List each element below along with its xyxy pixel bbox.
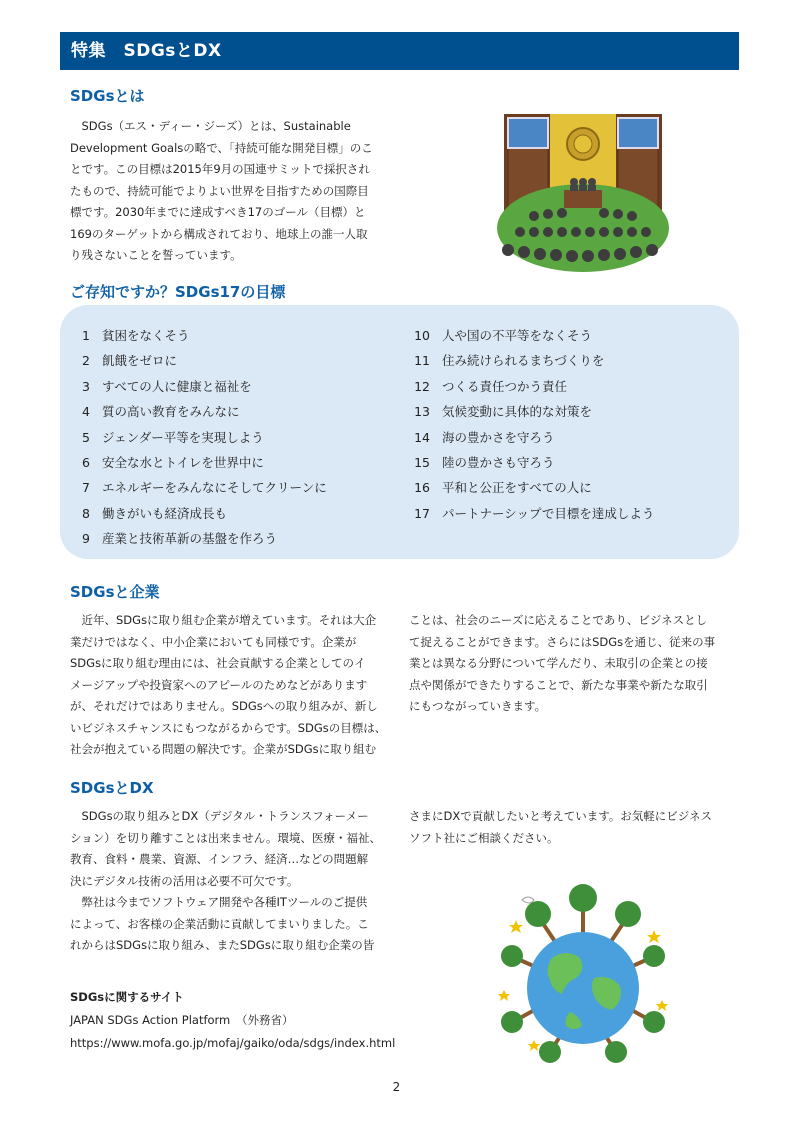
goal-item: [60, 348, 327, 373]
text-line: 業とは異なる分野について学んだり、未取引の企業との接: [409, 656, 708, 670]
goals-panel: [60, 305, 739, 559]
goal-number: 1: [82, 328, 90, 343]
text-line: たもので、持続可能でよりよい世界を目指すための国際目: [70, 183, 369, 198]
goal-number: 3: [82, 378, 90, 394]
goal-number: 10: [414, 328, 430, 343]
goal-item: [60, 501, 327, 526]
text-line: ソフト社にご相談ください。: [409, 830, 559, 845]
text-line: とです。この目標は2015年9月の国連サミットで採択され: [70, 162, 370, 176]
goal-label: 陸の豊かさも守ろう: [442, 454, 555, 470]
goal-label: 質の高い教育をみんなに: [102, 404, 240, 420]
business-paragraph-left: [70, 610, 390, 761]
links-site-name: JAPAN SDGs Action Platform （外務省）: [70, 1013, 294, 1027]
text-line: れからはSDGsに取り組み、またSDGsに取り組む企業の皆: [70, 938, 375, 952]
goal-item: [60, 425, 327, 450]
goal-number: 2: [82, 353, 90, 369]
goal-item: [402, 501, 654, 526]
text-line: 決にデジタル技術の活用は必要不可欠です。: [70, 873, 299, 888]
goal-item: [60, 450, 327, 475]
goal-label: 飢餓をゼロに: [102, 353, 178, 369]
dx-paragraph-right: [409, 806, 731, 849]
section-heading-goals: ご存知ですか？SDGs17の目標: [70, 283, 286, 301]
goal-number: 11: [414, 353, 430, 369]
goal-item: [402, 475, 654, 500]
goal-number: 7: [82, 480, 90, 496]
goal-number: 14: [414, 429, 430, 445]
goal-number: 12: [414, 378, 430, 394]
goal-label: すべての人に健康と福祉を: [102, 378, 252, 394]
goal-item: [402, 425, 654, 450]
goal-number: 4: [82, 404, 90, 420]
goal-number: 5: [82, 429, 90, 445]
text-line: 点や関係ができたりすることで、新たな事業や新たな取引: [409, 677, 708, 692]
goal-label: 人や国の不平等をなくそう: [442, 328, 593, 343]
goal-item: [402, 323, 654, 348]
text-line: が、それだけではありません。SDGsへの取り組みが、新し: [70, 699, 378, 713]
text-line: ション）を切り離すことは出来ません。環境、医療・福祉、: [70, 830, 381, 845]
goal-item: [402, 399, 654, 424]
goal-item: [60, 526, 327, 551]
goal-label: 働きがいも経済成長も: [102, 505, 228, 521]
text-line: いビジネスチャンスにもつながるからです。SDGsの目標は、: [70, 720, 387, 735]
links-title: SDGsに関するサイト: [70, 990, 184, 1004]
dx-paragraph-left: [70, 806, 390, 957]
goal-label: 気候変動に具体的な対策を: [442, 404, 593, 420]
text-line: SDGs（エス・ディー・ジーズ）とは、Sustainable: [70, 119, 351, 133]
goal-label: 住み続けられるまちづくりを: [442, 353, 605, 369]
business-paragraph-right: [409, 610, 731, 718]
goal-item: [60, 323, 327, 348]
text-line: SDGsに取り組む理由には、社会貢献する企業としてのイ: [70, 656, 366, 670]
text-line: 標です。2030年までに達成すべき17のゴール（目標）と: [70, 205, 366, 219]
text-line: 169のターゲットから構成されており、地球上の誰一人取: [70, 226, 368, 241]
goal-label: つくる責任つかう責任: [442, 378, 568, 394]
text-line: SDGsの取り組みとDX（デジタル・トランスフォーメー: [70, 809, 369, 823]
text-line: 弊社は今までソフトウェア開発や各種ITツールのご提供: [70, 895, 368, 909]
goal-label: 貧困をなくそう: [102, 328, 190, 343]
goal-label: 産業と技術革新の基盤を作ろう: [102, 531, 278, 547]
earth-trees-illustration: [494, 880, 672, 1066]
section-heading-dx: SDGsとDX: [70, 779, 154, 797]
goal-item: [60, 399, 327, 424]
goal-label: エネルギーをみんなにそしてクリーンに: [102, 480, 327, 496]
text-line: て捉えることができます。さらにはSDGsを通じ、従来の事: [409, 634, 716, 649]
goal-number: 13: [414, 404, 430, 420]
goal-item: [60, 475, 327, 500]
goals-list-right: [402, 323, 654, 526]
goal-label: ジェンダー平等を実現しよう: [102, 429, 264, 445]
page-banner: 特集 SDGsとDX: [60, 32, 739, 70]
section-heading-business: SDGsと企業: [70, 583, 160, 601]
text-line: 近年、SDGsに取り組む企業が増えています。それは大企: [70, 613, 377, 627]
page-number: 2: [392, 1080, 401, 1094]
text-line: Development Goalsの略で、「持続可能な開発目標」のこ: [70, 140, 373, 155]
text-line: にもつながっていきます。: [409, 699, 547, 713]
goal-label: 平和と公正をすべての人に: [442, 480, 592, 496]
text-line: によって、お客様の企業活動に貢献してまいりました。こ: [70, 916, 369, 931]
un-assembly-illustration: [494, 108, 672, 274]
text-line: ことは、社会のニーズに応えることであり、ビジネスとし: [409, 613, 708, 627]
goal-item: [402, 374, 654, 399]
goal-number: 16: [414, 480, 430, 496]
goal-label: 安全な水とトイレを世界中に: [102, 454, 264, 470]
goal-number: 6: [82, 454, 90, 470]
goal-label: 海の豊かさを守ろう: [442, 429, 555, 445]
text-line: メージアップや投資家へのアピールのためなどがあります: [70, 677, 368, 692]
goal-label: パートナーシップで目標を達成しよう: [442, 505, 655, 521]
related-links: [70, 986, 395, 1055]
goal-number: 8: [82, 505, 90, 521]
goal-item: [402, 348, 654, 373]
goal-item: [402, 450, 654, 475]
links-url[interactable]: https://www.mofa.go.jp/mofaj/gaiko/oda/sdgs/index.html: [70, 1036, 396, 1050]
goal-item: [60, 374, 327, 399]
goal-number: 9: [82, 531, 90, 547]
goals-list-left: [60, 323, 327, 552]
sdgs-intro-paragraph: [70, 116, 388, 267]
section-heading-sdgs: SDGsとは: [70, 87, 145, 105]
text-line: り残さないことを誓っています。: [70, 248, 242, 262]
text-line: 教育、食料・農業、資源、インフラ、経済…などの問題解: [70, 852, 369, 866]
text-line: 業だけではなく、中小企業においても同様です。企業が: [70, 634, 357, 649]
text-line: 社会が抱えている問題の解決です。企業がSDGsに取り組む: [70, 742, 377, 756]
goal-number: 17: [414, 505, 430, 521]
goal-number: 15: [414, 454, 430, 470]
text-line: さまにDXで貢献したいと考えています。お気軽にビジネス: [409, 809, 712, 823]
